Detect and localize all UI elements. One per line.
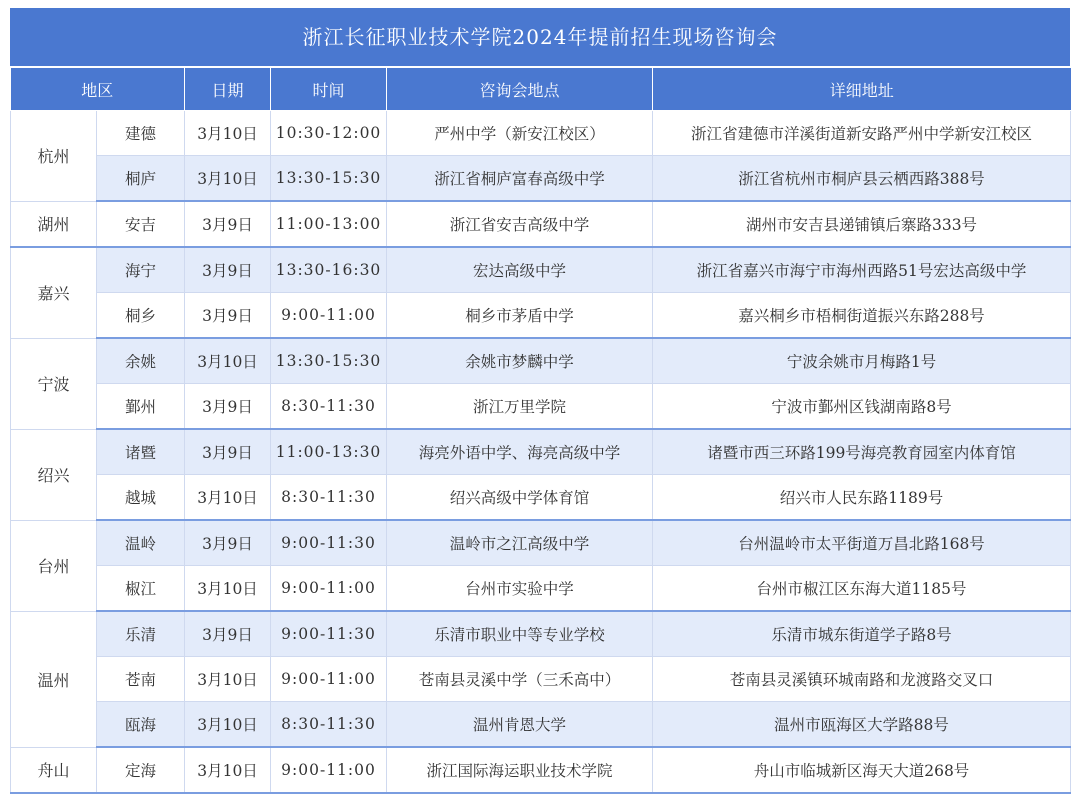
time-cell: 8:30-11:30 (271, 702, 387, 748)
district-cell: 椒江 (97, 566, 185, 612)
region-cell: 湖州 (11, 201, 97, 247)
address-cell: 宁波余姚市月梅路1号 (653, 338, 1071, 384)
district-cell: 安吉 (97, 201, 185, 247)
region-cell: 舟山 (11, 747, 97, 793)
district-cell: 海宁 (97, 247, 185, 293)
district-cell: 越城 (97, 475, 185, 521)
venue-cell: 浙江万里学院 (387, 384, 653, 430)
address-cell: 苍南县灵溪镇环城南路和龙渡路交叉口 (653, 657, 1071, 702)
date-cell: 3月10日 (185, 702, 271, 748)
district-cell: 桐庐 (97, 156, 185, 202)
address-cell: 浙江省杭州市桐庐县云栖西路388号 (653, 156, 1071, 202)
venue-cell: 浙江省安吉高级中学 (387, 201, 653, 247)
venue-cell: 桐乡市茅盾中学 (387, 293, 653, 339)
date-cell: 3月10日 (185, 338, 271, 384)
date-cell: 3月9日 (185, 429, 271, 475)
address-cell: 舟山市临城新区海天大道268号 (653, 747, 1071, 793)
region-cell: 宁波 (11, 338, 97, 429)
venue-cell: 温岭市之江高级中学 (387, 520, 653, 566)
date-cell: 3月9日 (185, 247, 271, 293)
district-cell: 鄞州 (97, 384, 185, 430)
table-row (11, 429, 1071, 475)
district-cell: 桐乡 (97, 293, 185, 339)
table-row (11, 657, 1071, 702)
district-cell: 定海 (97, 747, 185, 793)
time-cell: 11:00-13:00 (271, 201, 387, 247)
district-cell: 余姚 (97, 338, 185, 384)
district-cell: 诸暨 (97, 429, 185, 475)
region-cell: 杭州 (11, 111, 97, 202)
district-cell: 温岭 (97, 520, 185, 566)
district-cell: 瓯海 (97, 702, 185, 748)
district-cell: 建德 (97, 111, 185, 156)
table-header-row (11, 68, 1071, 111)
time-cell: 8:30-11:30 (271, 475, 387, 521)
venue-cell: 温州肯恩大学 (387, 702, 653, 748)
date-cell: 3月10日 (185, 156, 271, 202)
address-cell: 台州温岭市太平街道万昌北路168号 (653, 520, 1071, 566)
venue-cell: 严州中学（新安江校区） (387, 111, 653, 156)
table-row (11, 338, 1071, 384)
header-date: 日期 (185, 68, 271, 111)
table-row (11, 293, 1071, 339)
address-cell: 诸暨市西三环路199号海亮教育园室内体育馆 (653, 429, 1071, 475)
date-cell: 3月9日 (185, 384, 271, 430)
date-cell: 3月9日 (185, 520, 271, 566)
date-cell: 3月10日 (185, 657, 271, 702)
venue-cell: 余姚市梦麟中学 (387, 338, 653, 384)
time-cell: 11:00-13:30 (271, 429, 387, 475)
time-cell: 13:30-15:30 (271, 156, 387, 202)
schedule-table (10, 68, 1071, 794)
date-cell: 3月9日 (185, 611, 271, 657)
address-cell: 绍兴市人民东路1189号 (653, 475, 1071, 521)
table-row (11, 156, 1071, 202)
time-cell: 9:00-11:00 (271, 566, 387, 612)
table-row (11, 247, 1071, 293)
address-cell: 湖州市安吉县递铺镇后寨路333号 (653, 201, 1071, 247)
header-address: 详细地址 (653, 68, 1071, 111)
address-cell: 乐清市城东街道学子路8号 (653, 611, 1071, 657)
table-row (11, 520, 1071, 566)
table-body (11, 111, 1071, 794)
time-cell: 13:30-15:30 (271, 338, 387, 384)
address-cell: 浙江省建德市洋溪街道新安路严州中学新安江校区 (653, 111, 1071, 156)
address-cell: 台州市椒江区东海大道1185号 (653, 566, 1071, 612)
district-cell: 乐清 (97, 611, 185, 657)
venue-cell: 浙江省桐庐富春高级中学 (387, 156, 653, 202)
table-row (11, 747, 1071, 793)
venue-cell: 浙江国际海运职业技术学院 (387, 747, 653, 793)
region-cell: 嘉兴 (11, 247, 97, 338)
page-title: 浙江长征职业技术学院2024年提前招生现场咨询会 (10, 8, 1070, 68)
venue-cell: 苍南县灵溪中学（三禾高中） (387, 657, 653, 702)
venue-cell: 台州市实验中学 (387, 566, 653, 612)
date-cell: 3月9日 (185, 293, 271, 339)
address-cell: 浙江省嘉兴市海宁市海州西路51号宏达高级中学 (653, 247, 1071, 293)
table-row (11, 111, 1071, 156)
time-cell: 8:30-11:30 (271, 384, 387, 430)
date-cell: 3月10日 (185, 111, 271, 156)
table-row (11, 702, 1071, 748)
time-cell: 13:30-16:30 (271, 247, 387, 293)
region-cell: 温州 (11, 611, 97, 747)
table-row (11, 475, 1071, 521)
table-row (11, 611, 1071, 657)
district-cell: 苍南 (97, 657, 185, 702)
date-cell: 3月10日 (185, 475, 271, 521)
region-cell: 绍兴 (11, 429, 97, 520)
time-cell: 9:00-11:30 (271, 520, 387, 566)
header-time: 时间 (271, 68, 387, 111)
time-cell: 10:30-12:00 (271, 111, 387, 156)
address-cell: 嘉兴桐乡市梧桐街道振兴东路288号 (653, 293, 1071, 339)
address-cell: 宁波市鄞州区钱湖南路8号 (653, 384, 1071, 430)
venue-cell: 宏达高级中学 (387, 247, 653, 293)
address-cell: 温州市瓯海区大学路88号 (653, 702, 1071, 748)
time-cell: 9:00-11:30 (271, 611, 387, 657)
header-region: 地区 (11, 68, 185, 111)
consultation-schedule (10, 8, 1070, 794)
table-row (11, 384, 1071, 430)
table-row (11, 201, 1071, 247)
region-cell: 台州 (11, 520, 97, 611)
venue-cell: 乐清市职业中等专业学校 (387, 611, 653, 657)
table-row (11, 566, 1071, 612)
time-cell: 9:00-11:00 (271, 747, 387, 793)
date-cell: 3月9日 (185, 201, 271, 247)
time-cell: 9:00-11:00 (271, 293, 387, 339)
venue-cell: 绍兴高级中学体育馆 (387, 475, 653, 521)
date-cell: 3月10日 (185, 566, 271, 612)
date-cell: 3月10日 (185, 747, 271, 793)
venue-cell: 海亮外语中学、海亮高级中学 (387, 429, 653, 475)
time-cell: 9:00-11:00 (271, 657, 387, 702)
header-venue: 咨询会地点 (387, 68, 653, 111)
